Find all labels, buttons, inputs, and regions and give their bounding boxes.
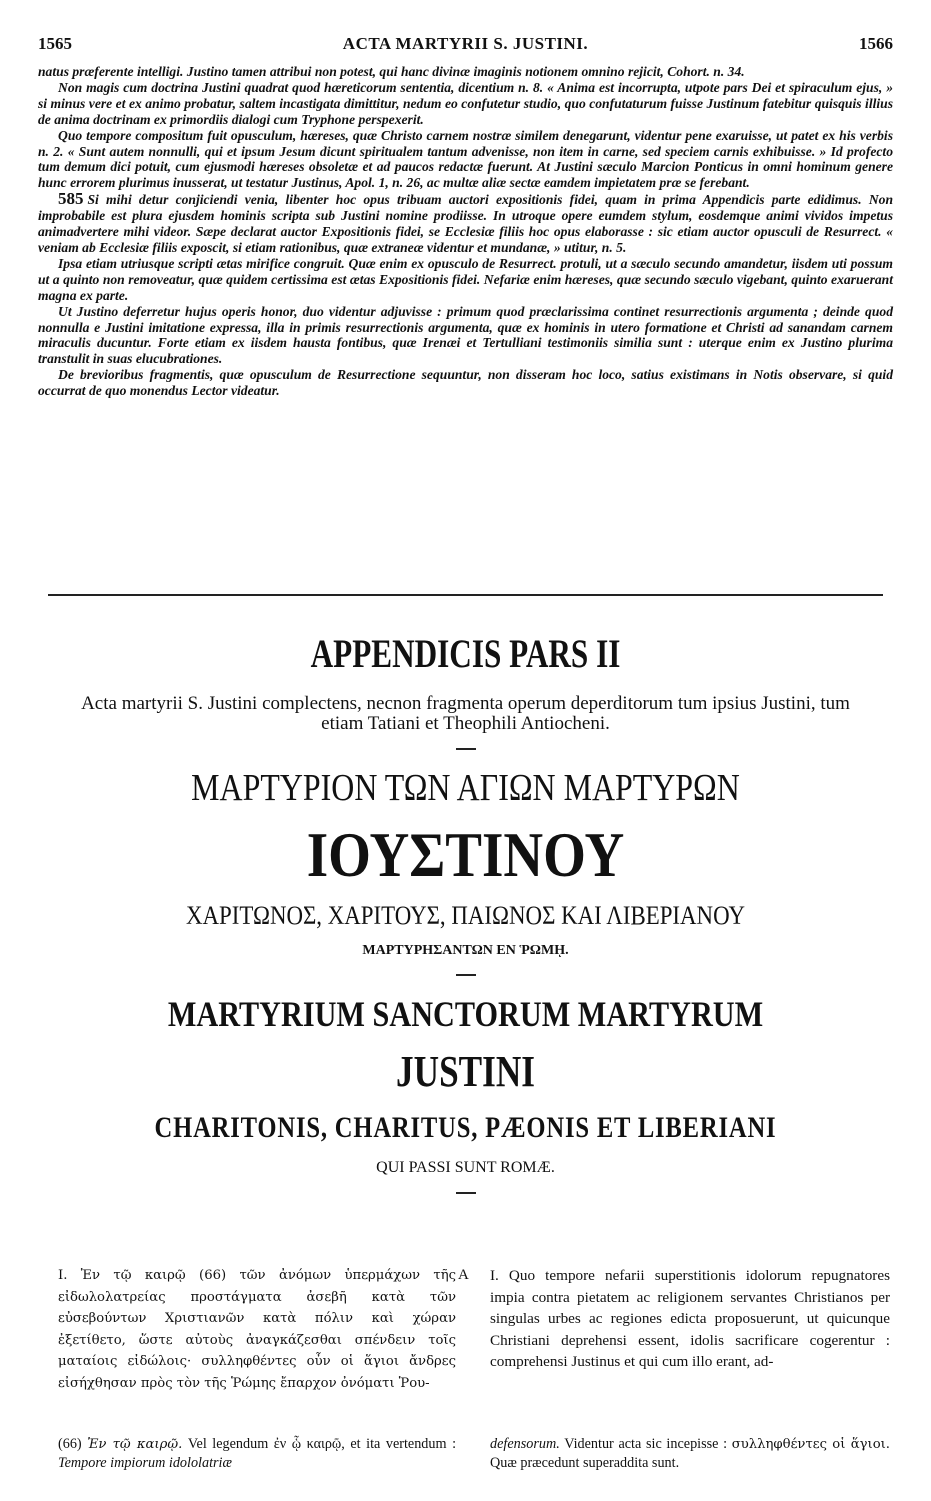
greek-paragraph: I. Ἐν τῷ καιρῷ (66) τῶν ἀνόμων ὑπερμάχων τῆς εἰδωλολατρείας προστάγματα ἀσεβῆ κατὰ τῶν εὐσεβούντων Χριστιανῶν κατὰ πόλιν καὶ χώραν ἐξετίθετο, ὥστε αὐτοὺς ἀναγκάζεσθαι σπένδειν τοῖς ματαίοις εἰδώλοις· συλληφθέντες οὖν οἱ ἅγιοι ἄνδρες εἰσήχθησαν πρὸς τὸν τῆς Ῥώμης ἔπαρχον ὀνόματι Ῥου- — [58, 1268, 456, 1391]
preface-paragraph: Ipsa etiam utriusque scripti ætas mirifice congruit. Quæ enim ex opusculo de Resurrect. protuli, ut a sæculo secundo amandetur, iisdem uti possum ut a quinto non removeatur, quæ quidem certissima est ætas Expositionis fidei. Nefariæ enim hæreses, quæ secundo sæculo vigebant, quinto exaruerant magna ex parte. — [38, 255, 893, 303]
running-title: ACTA MARTYRII S. JUSTINI. — [342, 34, 589, 53]
title-dash — [456, 974, 476, 976]
latin-title-line-4: QUI PASSI SUNT ROMÆ. — [376, 1159, 555, 1176]
section-divider — [48, 594, 883, 596]
preface-paragraph — [38, 191, 893, 256]
greek-column — [58, 1265, 457, 1471]
title-dash — [456, 748, 476, 750]
footnote-right — [490, 1435, 890, 1472]
greek-title-line-1: ΜΑΡΤΥΡΙΟΝ ΤΩΝ ΑΓΙΩΝ ΜΑΡΤΥΡΩΝ — [191, 767, 740, 809]
footnote-greek: Ἐν τῷ καιρῷ. — [87, 1437, 183, 1452]
column-marker: A — [458, 1267, 469, 1283]
preface-paragraph: De brevioribus fragmentis, quæ opusculum de Resurrectione sequuntur, non disseram hoc loco, satius existimans in Notis observare, si quid occurrat de quo monendus Lector videatur. — [38, 367, 893, 399]
title-dash — [456, 1192, 476, 1194]
footnote-number: (66) — [58, 1436, 82, 1452]
footnote-text-end: Quæ præcedunt superaddita sunt. — [490, 1455, 680, 1471]
preface-paragraph-text: Si mihi detur conjiciendi venia, libenter hoc opus tribuam auctori expositionis fidei, quam in prima Appendicis parte edidimus. Non improbabile est plura ejusdem hominis scripta sub Justini nomine prodiisse. In utroque opere eumdem stylum, eosdemque animi vividos impetus animadvertere mihi videor. Sæpe declarat auctor Expositionis fidei, se Ecclesiæ filiis hoc opus elaborasse : sic etiam auctor opusculi de Resurrect. « veniam ab Ecclesiæ filiis exposcit, si etiam rationibus, quæ extraneæ videntur et mundanæ, » utitur, n. 5. — [38, 192, 893, 255]
preface-paragraph: Non magis cum doctrina Justini quadrat quod hæreticorum sententia, dicentium n. 8. « Anima est incorrupta, utpote pars Dei et spiraculum ejus, » si minus vere et ex animo probatur, saltem incastigata dimittitur, nedum eo confutetur studio, quo confutaturum fuisse Justinum fatebitur quisquis illius de anima doctrinam ex primordiis dialogi cum Tryphone perspexerit. — [38, 79, 893, 127]
page-number-left: 1565 — [38, 34, 72, 53]
column-number: 585 — [58, 189, 84, 209]
footnote-text: Vel legendum ἐν ᾧ καιρῷ, et ita vertendum : — [187, 1436, 457, 1452]
preface-text — [38, 64, 893, 399]
footnote-left — [58, 1435, 456, 1472]
preface-paragraph: natus præferente intelligi. Justino tamen attribui non potest, qui hanc divinæ imaginis notionem omnino rejicit, Cohort. n. 34. — [38, 64, 745, 79]
greek-title-line-4: ΜΑΡΤΥΡΗΣΑΝΤΩΝ ΕΝ ῬΩΜῌ. — [362, 943, 569, 958]
page-number-right: 1566 — [859, 34, 893, 53]
latin-title-line-3: CHARITONIS, CHARITUS, PÆONIS ET LIBERIANI — [154, 1111, 777, 1144]
latin-column — [490, 1265, 890, 1471]
title-block — [38, 630, 893, 1194]
greek-title-line-3: ΧΑΡΙΤΩΝΟΣ, ΧΑΡΙΤΟΥΣ, ΠΑΙΩΝΟΣ ΚΑΙ ΛΙΒΕΡΙΑΝΟΥ — [185, 901, 745, 930]
footnote-text: Videntur acta sic incepisse : — [564, 1436, 728, 1452]
latin-title-line-1: MARTYRIUM SANCTORUM MARTYRUM — [167, 994, 764, 1034]
footnote-italic: Tempore impiorum idololatriæ — [58, 1455, 232, 1471]
latin-title-name: JUSTINI — [396, 1047, 535, 1096]
running-head — [38, 34, 893, 56]
appendix-description: Acta martyrii S. Justini complectens, necnon fragmenta operum deperditorum tum ipsius Justini, tum etiam Tatiani et Theophili Antiocheni. — [81, 693, 850, 734]
preface-paragraph: Quo tempore compositum fuit opusculum, hæreses, quæ Christo carnem nostræ similem denegarunt, videntur pene exaruisse, ut patet ex his verbis n. 2. « Sunt autem nonnulli, qui et ipsum Jesum dicunt spiritualem tantum advenisse, non item in carne, sed speciem carnis exhibuisse. » Id profecto tum demum dici potuit, cum ejusmodi hæreses obsoletæ et ad paucos redactæ fuerunt. At Justini sæculo Marcion Ponticus in omni hominum genere hunc errorem plurimus inusserat, ut testatur Justinus, Apol. 1, n. 26, ac multæ aliæ sectæ eamdem impietatem præ se ferebant. — [38, 127, 893, 191]
footnote-italic: defensorum. — [490, 1436, 560, 1452]
greek-title-name: ΙΟΥΣΤΙΝΟΥ — [306, 819, 625, 890]
preface-paragraph: Ut Justino deferretur hujus operis honor, duo videntur adjuvisse : primum quod præclarissima continet resurrectionis argumenta ; deinde quod nonnulla e Justini imitatione expressa, illa in primis resurrectionis argumenta, quæ ex hominis in utero formatione et Christi ad sanandam carnem miraculis ducuntur. Forte etiam ex iisdem hausta fontibus, quæ Irenæi et Tertulliani testimoniis similia sunt : uterque enim ex Justino plurima transtulit in suas elucubrationes. — [38, 303, 893, 367]
appendix-title: APPENDICIS PARS II — [310, 631, 621, 676]
footnote-greek: συλληφθέντες οἱ ἅγιοι. — [731, 1437, 890, 1452]
latin-paragraph: I. Quo tempore nefarii superstitionis idolorum repugnatores impia contra pietatem ac religionem servantes Christianos per singulas urbes ac regiones edicta proposuerunt, ut quicunque Christiani deprehensi essent, idolis sacrificare cogerentur : comprehensi Justinus et qui cum illo erant, ad- — [490, 1267, 890, 1370]
